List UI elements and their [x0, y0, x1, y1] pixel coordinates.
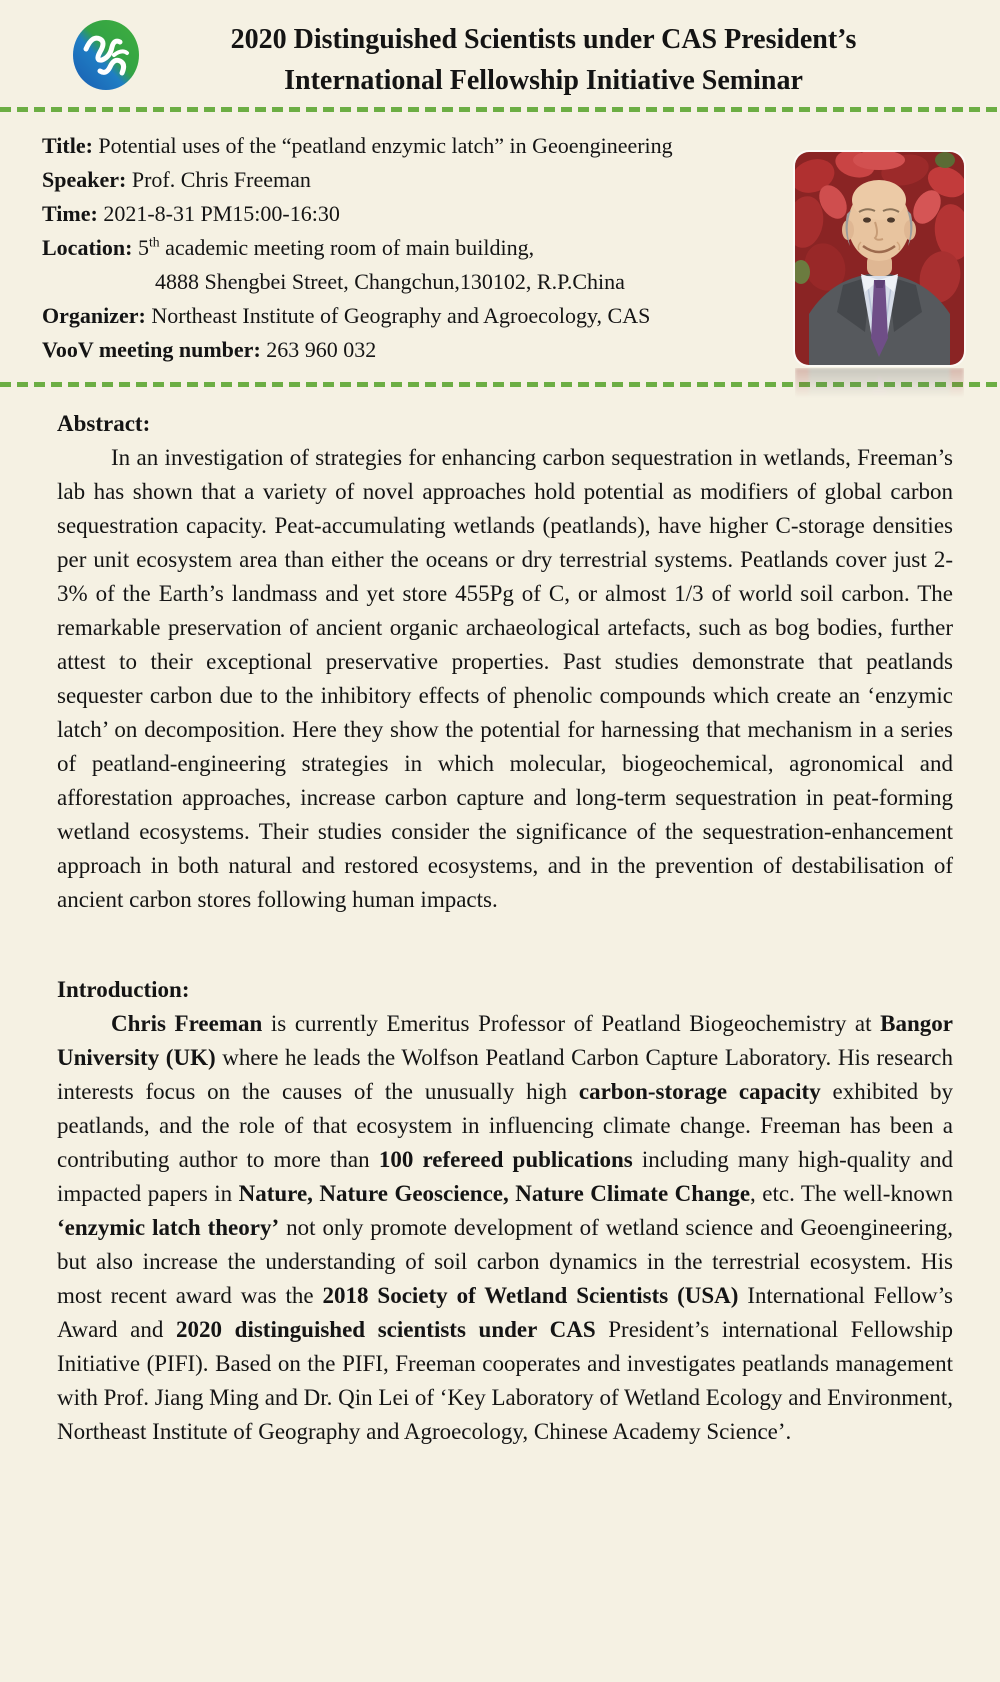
- text-segment: International Fellow’s Award and: [57, 1283, 953, 1342]
- time-label: Time:: [42, 201, 98, 226]
- detail-row-voov: [42, 333, 720, 367]
- header: [0, 0, 1000, 104]
- speaker-photo: [795, 152, 964, 365]
- text-segment: , etc. The well-known: [750, 1181, 953, 1206]
- detail-row-speaker: [42, 163, 720, 197]
- detail-row-location: [42, 231, 720, 265]
- detail-row-time: [42, 197, 720, 231]
- section-gap: [57, 917, 953, 973]
- text-segment: 2018 Society of Wetland Scientists (USA): [322, 1283, 739, 1308]
- speaker-photo-reflection: [795, 368, 964, 398]
- introduction-heading: Introduction:: [57, 977, 190, 1002]
- text-segment: Bangor University (UK): [57, 1011, 953, 1070]
- time-value: 2021-8-31 PM15:00-16:30: [97, 201, 340, 226]
- seminar-title-line2: International Fellowship Initiative Seminar: [284, 65, 803, 96]
- text-segment: Nature, Nature Geoscience, Nature Climate Change: [238, 1181, 751, 1206]
- organizer-value: Northeast Institute of Geography and Agroecology, CAS: [145, 303, 651, 328]
- voov-value: 263 960 032: [260, 337, 377, 362]
- abstract-heading: Abstract:: [57, 411, 151, 436]
- location-ordinal-suffix: th: [148, 234, 160, 250]
- text-segment: is currently Emeritus Professor of Peatland Biogeochemistry at: [262, 1011, 881, 1036]
- text-segment: President’s international Fellowship Initiative (PIFI). Based on the PIFI, Freeman cooperates and investigates peatlands management with Prof. Jiang Ming and Dr. Qin Lei of ‘Key Laboratory of Wetland Ecology and Environment, Northeast Institute of Geography and Agroecology, Chinese Academy Science’.: [57, 1317, 953, 1444]
- event-details: [0, 112, 720, 382]
- location-label: Location:: [42, 235, 133, 260]
- speaker-value: Prof. Chris Freeman: [126, 167, 311, 192]
- voov-label: VooV meeting number:: [42, 337, 261, 362]
- introduction-paragraph: [57, 1007, 953, 1449]
- location-value: 5: [132, 235, 149, 260]
- text-segment: ‘enzymic latch theory’: [57, 1215, 280, 1240]
- title-value: Potential uses of the “peatland enzymic latch” in Geoengineering: [92, 133, 673, 158]
- main-content: [0, 387, 1000, 1449]
- abstract-paragraph: In an investigation of strategies for enhancing carbon sequestration in wetlands, Freeman’s lab has shown that a variety of novel approaches hold potential as modifiers of global carbon sequestration capacity. Peat-accumulating wetlands (peatlands), have higher C-storage densities per unit ecosystem area than either the oceans or dry terrestrial systems. Peatlands cover just 2-3% of the Earth’s landmass and yet store 455Pg of C, or almost 1/3 of world soil carbon. The remarkable preservation of ancient organic archaeological artefacts, such as bog bodies, further attest to their exceptional preservative properties. Past studies demonstrate that peatlands sequester carbon due to the inhibitory effects of phenolic compounds which create an ‘enzymic latch’ on decomposition. Here they show the potential for harnessing that mechanism in a series of peatland-engineering strategies in which molecular, biogeochemical, agronomical and afforestation approaches, increase carbon capture and long-term sequestration in peat-forming wetland ecosystems. Their studies consider the significance of the sequestration-enhancement approach in both natural and restored ecosystems, and in the prevention of destabilisation of ancient carbon stores following human impacts.: [57, 445, 953, 912]
- institute-globe-logo-icon: [70, 19, 142, 96]
- text-segment: where he leads the Wolfson Peatland Carbon Capture Laboratory. His research interests focus on the causes of the unusually high: [57, 1045, 953, 1104]
- detail-row-organizer: [42, 299, 720, 333]
- seminar-title: [142, 14, 945, 101]
- text-segment: 100 refereed publications: [378, 1147, 633, 1172]
- title-label: Title:: [42, 133, 93, 158]
- text-segment: 2020 distinguished scientists under CAS: [176, 1317, 596, 1342]
- text-segment: not only promote development of wetland science and Geoengineering, but also increase the understanding of soil carbon dynamics in the terrestrial ecosystem. His most recent award was the: [57, 1215, 953, 1308]
- text-segment: exhibited by peatlands, and the role of that ecosystem in influencing climate change. Freeman has been a contributing author to more than: [57, 1079, 954, 1172]
- text-segment: including many high-quality and impacted papers in: [57, 1147, 953, 1206]
- detail-row-location-line2: 4888 Shengbei Street, Changchun,130102, R.P.China: [155, 269, 625, 294]
- text-segment: Chris Freeman: [111, 1011, 263, 1036]
- detail-row-title: [42, 129, 720, 163]
- seminar-title-line1: 2020 Distinguished Scientists under CAS President’s: [230, 24, 857, 55]
- speaker-label: Speaker:: [42, 167, 127, 192]
- organizer-label: Organizer:: [42, 303, 146, 328]
- text-segment: carbon-storage capacity: [578, 1079, 821, 1104]
- location-value-rest: academic meeting room of main building,: [159, 235, 535, 260]
